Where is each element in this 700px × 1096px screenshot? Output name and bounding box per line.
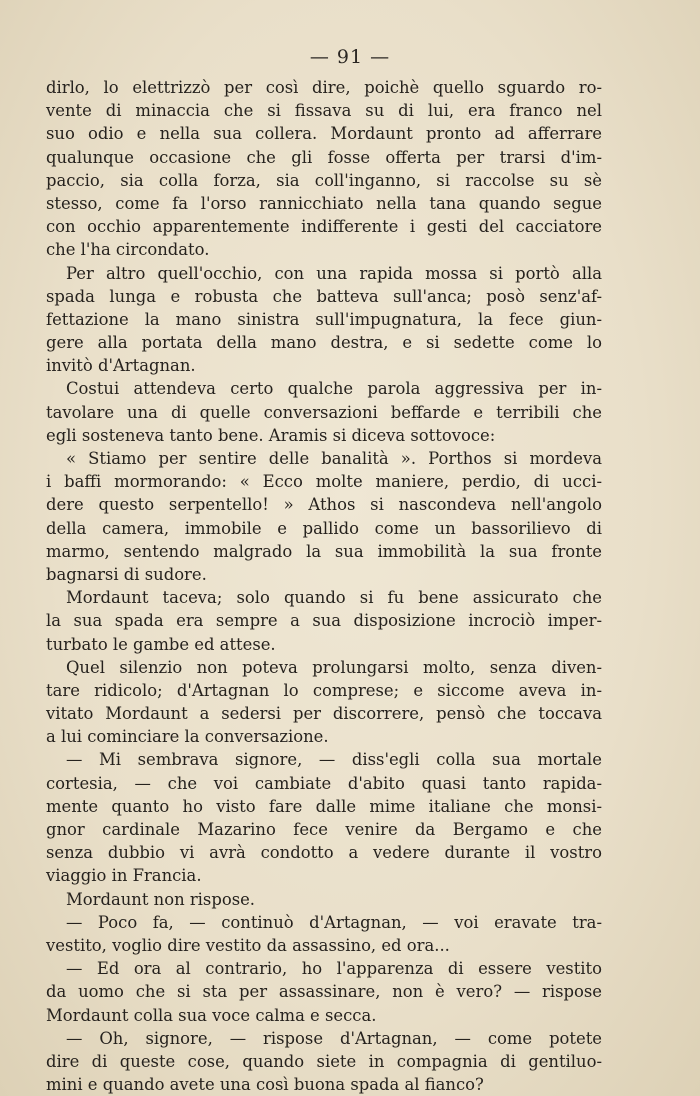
text-line: che l'ha circondato. <box>46 240 210 260</box>
text-line: gere alla portata della mano destra, e si sedette come lo <box>46 333 602 353</box>
text-line: Mordaunt taceva; solo quando si fu bene assicurato che <box>66 588 602 608</box>
text-line: — Mi sembrava signore, — diss'egli colla sua mortale <box>66 750 602 770</box>
text-line: della camera, immobile e pallido come un bassorilievo di <box>46 518 602 538</box>
text-line: spada lunga e robusta che batteva sull'anca; posò senz'af- <box>46 286 602 306</box>
text-line: Costui attendeva certo qualche parola aggressiva per in- <box>66 379 602 399</box>
text-line: la sua spada era sempre a sua disposizione incrociò imper- <box>46 611 602 631</box>
text-line: Mordaunt colla sua voce calma e secca. <box>46 1005 377 1025</box>
text-line: « Stiamo per sentire delle banalità ». Porthos si mordeva <box>66 449 602 468</box>
text-line: da uomo che si sta per assassinare, non è vero? — rispose <box>46 982 602 1002</box>
text-line: stesso, come fa l'orso rannicchiato nella tana quando segue <box>46 193 602 213</box>
text-line: egli sosteneva tanto bene. Aramis si diceva sottovoce: <box>46 425 496 445</box>
text-line: tare ridicolo; d'Artagnan lo comprese; e siccome aveva in- <box>46 680 602 700</box>
text-line: paccio, sia colla forza, sia coll'inganno, si raccolse su sè <box>46 170 602 190</box>
text-line: vestito, voglio dire vestito da assassino, ed ora... <box>46 935 450 955</box>
text-line: vitato Mordaunt a sedersi per discorrere, pensò che toccava <box>46 704 602 724</box>
text-line: dirlo, lo elettrizzò per così dire, poichè quello sguardo ro- <box>46 78 602 97</box>
text-line: Quel silenzio non poteva prolungarsi molto, senza diven- <box>66 657 602 677</box>
text-line: gnor cardinale Mazarino fece venire da Bergamo e che <box>46 820 602 839</box>
text-line: invitò d'Artagnan. <box>46 356 196 376</box>
body-text <box>46 76 602 1096</box>
text-line: cortesia, — che voi cambiate d'abito quasi tanto rapida- <box>46 773 602 793</box>
text-line: vente di minaccia che si fissava su di lui, era franco nel <box>46 101 602 121</box>
text-line: dere questo serpentello! » Athos si nascondeva nell'angolo <box>46 495 602 515</box>
text-line: mente quanto ho visto fare dalle mime italiane che monsi- <box>46 796 602 816</box>
text-line: — Poco fa, — continuò d'Artagnan, — voi eravate tra- <box>66 912 602 932</box>
text-line: turbato le gambe ed attese. <box>46 634 276 654</box>
text-line: viaggio in Francia. <box>46 866 202 886</box>
text-line: marmo, sentendo malgrado la sua immobilità la sua fronte <box>46 541 602 561</box>
text-line: i baffi mormorando: « Ecco molte maniere, perdio, di ucci- <box>46 472 602 492</box>
page-number: — 91 — <box>309 46 391 68</box>
text-line: a lui cominciare la conversazione. <box>46 727 329 747</box>
text-line: — Ed ora al contrario, ho l'apparenza di essere vestito <box>66 959 602 979</box>
text-line: dire di queste cose, quando siete in compagnia di gentiluo- <box>46 1051 602 1071</box>
text-line: senza dubbio vi avrà condotto a vedere durante il vostro <box>46 843 602 863</box>
text-line: bagnarsi di sudore. <box>46 564 207 584</box>
text-line: con occhio apparentemente indifferente i gesti del cacciatore <box>46 217 602 237</box>
text-line: mini e quando avete una così buona spada al fianco? <box>46 1075 484 1095</box>
text-line: fettazione la mano sinistra sull'impugnatura, la fece giun- <box>46 309 602 329</box>
text-line: tavolare una di quelle conversazioni beffarde e terribili che <box>46 402 602 422</box>
text-line: qualunque occasione che gli fosse offerta per trarsi d'im- <box>46 147 602 167</box>
text-line: — Oh, signore, — rispose d'Artagnan, — come potete <box>66 1028 602 1048</box>
text-line: Mordaunt non rispose. <box>66 889 256 909</box>
text-line: Per altro quell'occhio, con una rapida mossa si portò alla <box>66 263 602 283</box>
text-line: suo odio e nella sua collera. Mordaunt pronto ad afferrare <box>46 124 602 144</box>
